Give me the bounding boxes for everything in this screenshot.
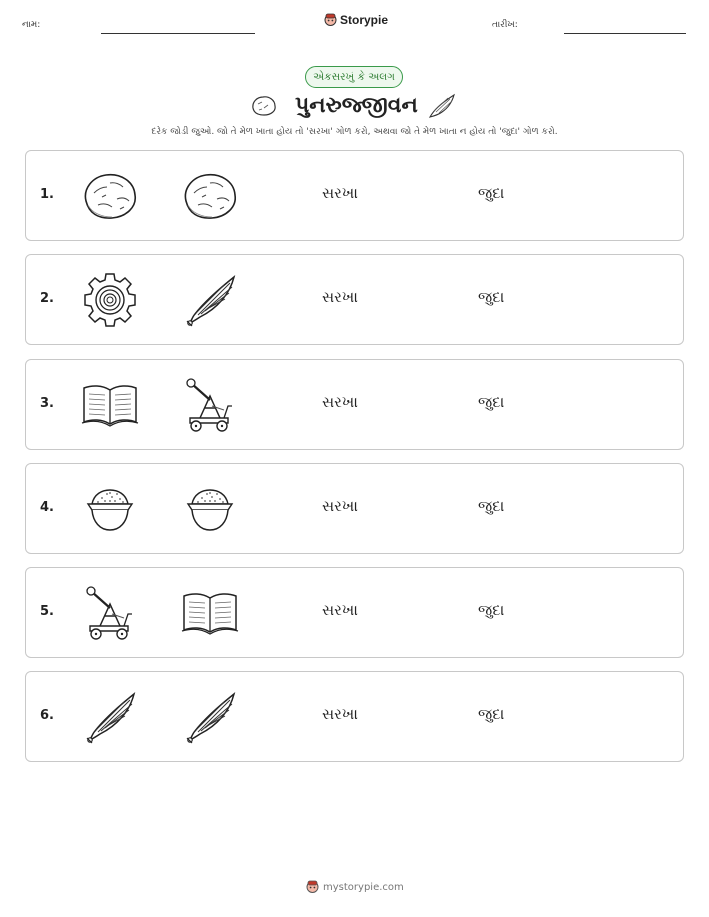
wing-icon — [426, 92, 458, 120]
rock-icon — [80, 167, 140, 225]
page-title: પુનરુજ્જીવન — [295, 93, 418, 118]
storypie-mascot-icon — [324, 13, 337, 27]
exercise-row — [25, 150, 684, 241]
exercise-row — [25, 463, 684, 554]
book-icon — [180, 584, 240, 642]
option-same[interactable]: સરખા — [322, 184, 358, 202]
name-line[interactable] — [101, 33, 255, 34]
option-different[interactable]: જુદા — [478, 601, 505, 619]
footer-site: mystorypie.com — [323, 881, 404, 893]
option-same[interactable]: સરખા — [322, 601, 358, 619]
row-number: 6. — [40, 708, 54, 723]
catapult-icon — [180, 376, 240, 434]
option-different[interactable]: જુદા — [478, 184, 505, 202]
option-same[interactable]: સરખા — [322, 497, 358, 515]
row-number: 4. — [40, 500, 54, 515]
rock-icon — [250, 94, 278, 118]
bowl-icon — [80, 480, 140, 538]
option-different[interactable]: જુદા — [478, 288, 505, 306]
footer — [306, 880, 404, 894]
catapult-icon — [80, 584, 140, 642]
option-different[interactable]: જુદા — [478, 393, 505, 411]
exercise-row — [25, 254, 684, 345]
row-number: 2. — [40, 291, 54, 306]
gear-icon — [80, 271, 140, 329]
exercise-row — [25, 359, 684, 450]
option-same[interactable]: સરખા — [322, 705, 358, 723]
option-same[interactable]: સરખા — [322, 393, 358, 411]
exercise-row — [25, 567, 684, 658]
row-number: 5. — [40, 604, 54, 619]
book-icon — [80, 376, 140, 434]
worksheet-type-tag: એકસરખું કે અલગ — [305, 66, 403, 88]
date-line[interactable] — [564, 33, 686, 34]
brand-name: Storypie — [340, 13, 389, 27]
exercise-row — [25, 671, 684, 762]
row-number: 3. — [40, 396, 54, 411]
name-label: નામ: — [22, 20, 41, 30]
wing-icon — [80, 688, 140, 746]
wing-icon — [180, 271, 240, 329]
option-different[interactable]: જુદા — [478, 497, 505, 515]
option-same[interactable]: સરખા — [322, 288, 358, 306]
option-different[interactable]: જુદા — [478, 705, 505, 723]
date-label: તારીખ: — [492, 20, 518, 30]
row-number: 1. — [40, 187, 54, 202]
bowl-icon — [180, 480, 240, 538]
title-row — [0, 90, 709, 122]
instructions: દરેક જોડી જુઓ. જો તે મેળ ખાતા હોય તો 'સરખા' ગોળ કરો, અથવા જો તે મેળ ખાતા ન હોય તો 'જુદા' ગોળ કરો. — [151, 127, 558, 137]
storypie-mascot-icon — [306, 880, 319, 894]
brand-logo — [324, 13, 388, 27]
wing-icon — [180, 688, 240, 746]
rock-icon — [180, 167, 240, 225]
